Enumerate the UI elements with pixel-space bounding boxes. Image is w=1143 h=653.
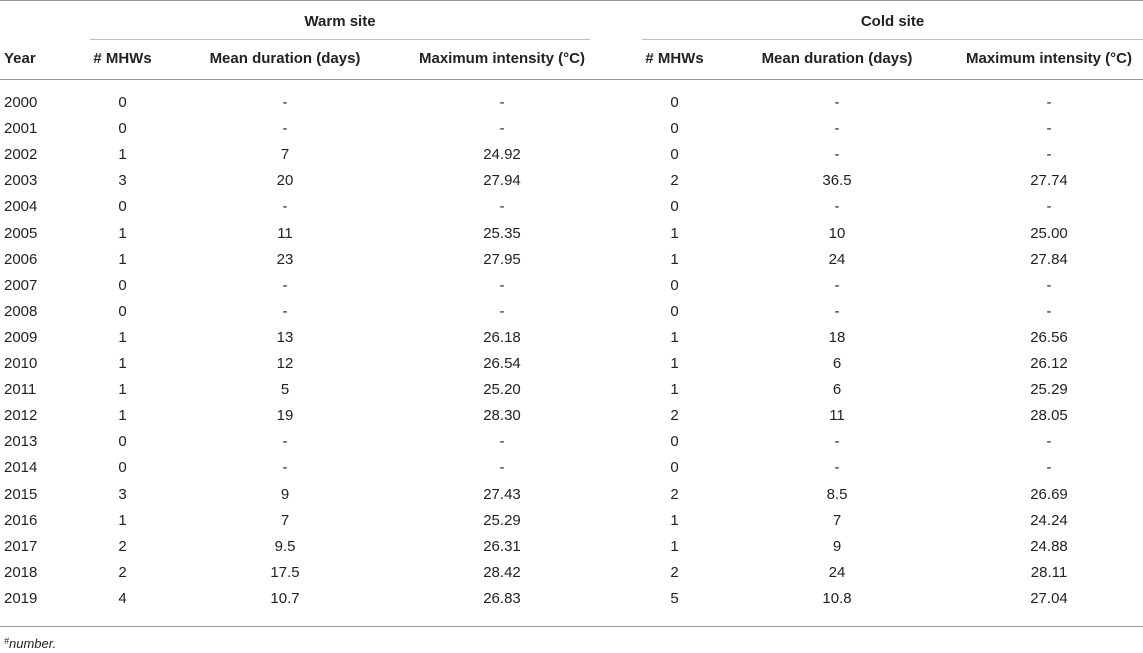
cell-warm-intensity: 25.20 xyxy=(483,381,521,398)
column-header-year: Year xyxy=(4,50,36,67)
cell-cold-duration: 10.8 xyxy=(822,590,852,607)
cell-cold-mhws: 1 xyxy=(670,381,679,398)
cell-warm-mhws: 1 xyxy=(118,355,127,372)
cell-warm-mhws: 1 xyxy=(118,251,127,268)
group-header-cold: Cold site xyxy=(860,13,925,30)
cell-cold-mhws: 0 xyxy=(670,459,679,476)
cell-warm-mhws: 0 xyxy=(118,433,127,450)
cell-warm-duration: - xyxy=(282,303,288,320)
cell-warm-intensity: - xyxy=(499,459,505,476)
cell-warm-intensity: 28.30 xyxy=(483,407,521,424)
cell-warm-duration: - xyxy=(282,94,288,111)
cell-cold-duration: - xyxy=(834,459,840,476)
cell-year: 2015 xyxy=(4,486,38,503)
cell-warm-intensity: 25.35 xyxy=(483,225,521,242)
cell-warm-mhws: 0 xyxy=(118,198,127,215)
cell-cold-duration: 9 xyxy=(832,538,842,555)
cell-warm-intensity: - xyxy=(499,303,505,320)
cell-cold-intensity: 24.88 xyxy=(1030,538,1068,555)
cell-cold-duration: - xyxy=(834,303,840,320)
cell-warm-intensity: 26.83 xyxy=(483,590,521,607)
cell-warm-mhws: 3 xyxy=(118,486,127,503)
cell-cold-mhws: 5 xyxy=(670,590,679,607)
cell-warm-intensity: 27.94 xyxy=(483,172,521,189)
cell-cold-intensity: - xyxy=(1046,198,1052,215)
cell-year: 2016 xyxy=(4,512,38,529)
cell-cold-duration: 8.5 xyxy=(826,486,848,503)
cell-warm-duration: 23 xyxy=(276,251,294,268)
cell-warm-mhws: 1 xyxy=(118,329,127,346)
cell-warm-mhws: 3 xyxy=(118,172,127,189)
cell-cold-duration: - xyxy=(834,146,840,163)
cell-cold-intensity: 27.74 xyxy=(1030,172,1068,189)
cell-warm-mhws: 1 xyxy=(118,381,127,398)
footnote-mark: # xyxy=(4,636,10,646)
cell-warm-intensity: 27.43 xyxy=(483,486,521,503)
cell-year: 2010 xyxy=(4,355,38,372)
cell-warm-duration: 11 xyxy=(277,225,293,242)
cell-warm-duration: 5 xyxy=(280,381,290,398)
cell-cold-mhws: 0 xyxy=(670,303,679,320)
cell-warm-intensity: - xyxy=(499,120,505,137)
column-header-warm-duration: Mean duration (days) xyxy=(209,50,361,67)
cell-cold-duration: - xyxy=(834,433,840,450)
footnote-text: number. xyxy=(9,636,57,651)
cell-warm-mhws: 2 xyxy=(118,564,127,581)
cell-cold-mhws: 2 xyxy=(670,564,679,581)
cell-warm-duration: - xyxy=(282,277,288,294)
cell-year: 2019 xyxy=(4,590,38,607)
cell-year: 2018 xyxy=(4,564,38,581)
cell-year: 2003 xyxy=(4,172,38,189)
cell-cold-intensity: 25.00 xyxy=(1030,225,1068,242)
column-header-cold-mhws: # MHWs xyxy=(645,50,704,67)
cell-year: 2008 xyxy=(4,303,38,320)
cell-year: 2006 xyxy=(4,251,38,268)
cell-warm-duration: - xyxy=(282,433,288,450)
cell-cold-mhws: 1 xyxy=(670,512,679,529)
cell-year: 2017 xyxy=(4,538,38,555)
cell-warm-mhws: 2 xyxy=(118,538,127,555)
cell-cold-mhws: 1 xyxy=(670,251,679,268)
cell-cold-mhws: 2 xyxy=(670,172,679,189)
cell-cold-mhws: 2 xyxy=(670,407,679,424)
cell-cold-duration: - xyxy=(834,277,840,294)
cell-cold-mhws: 1 xyxy=(670,329,679,346)
cell-cold-duration: 36.5 xyxy=(822,172,852,189)
cell-cold-mhws: 0 xyxy=(670,120,679,137)
cell-warm-mhws: 0 xyxy=(118,94,127,111)
top-rule xyxy=(0,0,1143,1)
cell-year: 2007 xyxy=(4,277,38,294)
cell-warm-duration: - xyxy=(282,120,288,137)
header-rule xyxy=(0,79,1143,80)
cell-year: 2000 xyxy=(4,94,38,111)
cell-warm-duration: 12 xyxy=(276,355,294,372)
cell-cold-duration: 7 xyxy=(832,512,842,529)
cell-cold-intensity: 27.84 xyxy=(1030,251,1068,268)
cell-cold-intensity: 26.69 xyxy=(1030,486,1068,503)
cell-year: 2011 xyxy=(4,381,37,398)
column-header-cold-intensity: Maximum intensity (°C) xyxy=(965,50,1133,67)
cell-year: 2012 xyxy=(4,407,38,424)
cell-cold-intensity: - xyxy=(1046,94,1052,111)
cell-cold-mhws: 0 xyxy=(670,433,679,450)
cell-cold-intensity: - xyxy=(1046,120,1052,137)
cell-cold-duration: 6 xyxy=(832,381,842,398)
cell-year: 2014 xyxy=(4,459,38,476)
cell-warm-duration: 20 xyxy=(276,172,294,189)
cell-warm-mhws: 0 xyxy=(118,303,127,320)
cell-warm-duration: 9 xyxy=(280,486,290,503)
cell-cold-intensity: 26.56 xyxy=(1030,329,1068,346)
cell-cold-mhws: 0 xyxy=(670,146,679,163)
cell-warm-mhws: 0 xyxy=(118,459,127,476)
cell-warm-duration: 19 xyxy=(276,407,294,424)
cell-year: 2001 xyxy=(4,120,38,137)
cell-cold-intensity: - xyxy=(1046,433,1052,450)
cell-cold-mhws: 0 xyxy=(670,94,679,111)
cell-warm-mhws: 0 xyxy=(118,120,127,137)
cell-cold-intensity: - xyxy=(1046,146,1052,163)
cell-cold-intensity: - xyxy=(1046,303,1052,320)
cell-warm-intensity: - xyxy=(499,277,505,294)
cell-warm-duration: - xyxy=(282,198,288,215)
cell-year: 2013 xyxy=(4,433,38,450)
cell-warm-intensity: 26.18 xyxy=(483,329,521,346)
cell-warm-duration: 17.5 xyxy=(270,564,300,581)
cell-cold-mhws: 0 xyxy=(670,277,679,294)
column-header-warm-mhws: # MHWs xyxy=(93,50,152,67)
cell-warm-mhws: 1 xyxy=(118,225,127,242)
cell-cold-mhws: 2 xyxy=(670,486,679,503)
cell-warm-mhws: 4 xyxy=(118,590,127,607)
cell-cold-mhws: 1 xyxy=(670,538,679,555)
cell-warm-duration: 10.7 xyxy=(270,590,300,607)
cell-warm-intensity: 24.92 xyxy=(483,146,521,163)
cell-cold-intensity: 28.05 xyxy=(1030,407,1068,424)
cell-cold-intensity: - xyxy=(1046,277,1052,294)
cell-cold-duration: - xyxy=(834,198,840,215)
cell-warm-intensity: 28.42 xyxy=(483,564,521,581)
cell-warm-intensity: 25.29 xyxy=(483,512,521,529)
cell-warm-mhws: 1 xyxy=(118,146,127,163)
cell-cold-duration: 24 xyxy=(828,564,846,581)
cell-warm-intensity: 26.54 xyxy=(483,355,521,372)
cell-warm-mhws: 1 xyxy=(118,407,127,424)
cell-cold-intensity: 25.29 xyxy=(1030,381,1068,398)
group-header-warm: Warm site xyxy=(304,13,376,30)
cell-warm-intensity: 26.31 xyxy=(483,538,521,555)
cell-cold-duration: 11 xyxy=(829,407,845,424)
cell-cold-duration: 24 xyxy=(828,251,846,268)
cell-warm-intensity: - xyxy=(499,198,505,215)
cell-cold-duration: - xyxy=(834,94,840,111)
bottom-rule xyxy=(0,626,1143,627)
cell-warm-intensity: - xyxy=(499,433,505,450)
cell-cold-mhws: 1 xyxy=(670,225,679,242)
cell-cold-intensity: 26.12 xyxy=(1030,355,1068,372)
cell-cold-intensity: 24.24 xyxy=(1030,512,1068,529)
column-header-cold-duration: Mean duration (days) xyxy=(761,50,913,67)
column-header-warm-intensity: Maximum intensity (°C) xyxy=(418,50,586,67)
cell-warm-intensity: 27.95 xyxy=(483,251,521,268)
cell-cold-intensity: 28.11 xyxy=(1030,564,1068,581)
table-footnote xyxy=(4,637,56,651)
cell-cold-intensity: 27.04 xyxy=(1030,590,1068,607)
cell-year: 2004 xyxy=(4,198,38,215)
cell-cold-mhws: 0 xyxy=(670,198,679,215)
cell-year: 2005 xyxy=(4,225,38,242)
group-rule-cold xyxy=(642,39,1143,40)
cell-warm-duration: 7 xyxy=(280,512,290,529)
group-rule-warm xyxy=(90,39,590,40)
cell-year: 2002 xyxy=(4,146,38,163)
cell-cold-duration: - xyxy=(834,120,840,137)
cell-warm-duration: 9.5 xyxy=(274,538,296,555)
cell-warm-mhws: 0 xyxy=(118,277,127,294)
cell-cold-intensity: - xyxy=(1046,459,1052,476)
cell-cold-duration: 10 xyxy=(828,225,846,242)
cell-warm-mhws: 1 xyxy=(118,512,127,529)
cell-warm-duration: 7 xyxy=(280,146,290,163)
cell-cold-duration: 6 xyxy=(832,355,842,372)
cell-warm-duration: 13 xyxy=(276,329,294,346)
cell-warm-duration: - xyxy=(282,459,288,476)
cell-cold-mhws: 1 xyxy=(670,355,679,372)
cell-cold-duration: 18 xyxy=(828,329,846,346)
cell-year: 2009 xyxy=(4,329,38,346)
cell-warm-intensity: - xyxy=(499,94,505,111)
